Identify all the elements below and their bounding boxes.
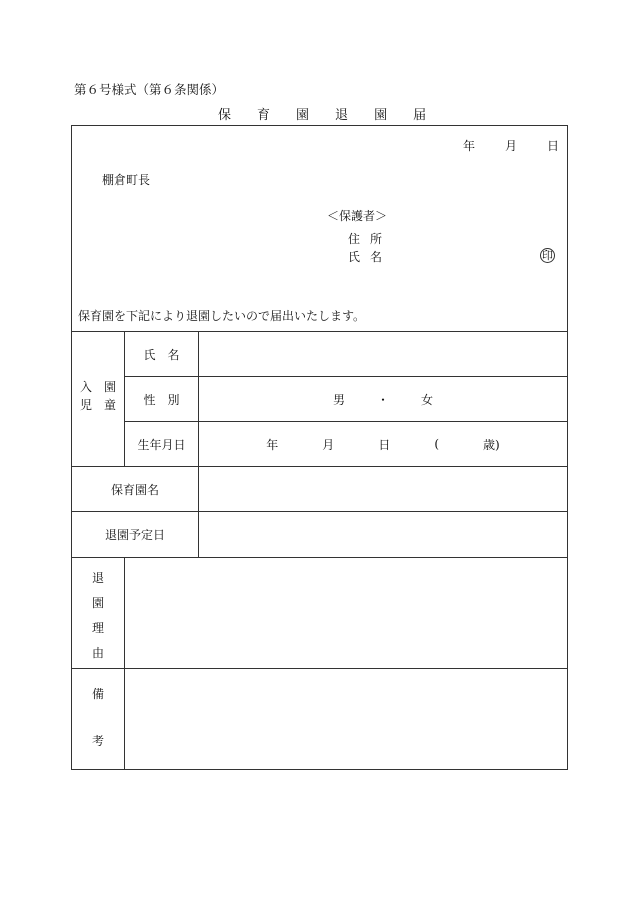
reason-field[interactable] [125, 558, 567, 668]
form-number: 第６号様式（第６条関係） [74, 82, 225, 97]
dob-age: 歳) [483, 437, 500, 452]
birthdate-field[interactable] [199, 422, 567, 466]
date-field[interactable] [433, 137, 559, 154]
enrolled-label-line: 入 園 [79, 380, 116, 394]
title-char: 保 [218, 108, 236, 123]
reason-label [72, 566, 124, 666]
gender-field[interactable] [199, 377, 567, 421]
title-char: 育 [257, 108, 275, 123]
gender-label: 性 別 [143, 392, 180, 407]
guardian-name-label: 氏名 [348, 250, 393, 264]
form-frame [71, 125, 568, 770]
dob-year: 年 [266, 437, 279, 452]
nursery-name-field[interactable] [199, 467, 567, 511]
gender-male-option[interactable]: 男 [332, 392, 345, 407]
title-char: 届 [413, 108, 431, 123]
title-char: 園 [374, 108, 392, 123]
reason-char: 園 [91, 596, 104, 610]
guardian-address-label: 住所 [348, 232, 393, 246]
dob-day: 日 [378, 437, 391, 452]
gender-separator: ・ [376, 392, 389, 407]
date-day: 日 [546, 139, 559, 153]
dob-month: 月 [322, 437, 335, 452]
form-title [218, 104, 452, 123]
nursery-name-label: 保育園名 [110, 482, 159, 497]
title-char: 退 [335, 108, 353, 123]
child-label-line: 児 童 [79, 398, 116, 412]
enrolled-child-label [72, 378, 124, 414]
reason-char: 由 [91, 646, 104, 660]
remarks-char: 考 [91, 734, 104, 748]
reason-char: 理 [91, 621, 104, 635]
child-name-label: 氏 名 [143, 347, 180, 362]
addressee: 棚倉町長 [102, 173, 151, 187]
seal-mark: 印 [542, 249, 553, 262]
birthdate-label: 生年月日 [137, 437, 186, 452]
guardian-heading: ＜保護者＞ [327, 209, 388, 223]
gender-female-option[interactable]: 女 [421, 392, 434, 407]
reason-char: 退 [91, 571, 104, 585]
remarks-field[interactable] [125, 669, 567, 769]
title-char: 園 [296, 108, 314, 123]
remarks-label [72, 682, 124, 754]
notice-text: 保育園を下記により退園したいので届出いたします。 [78, 309, 366, 323]
withdrawal-date-field[interactable] [199, 512, 567, 557]
date-month: 月 [504, 139, 517, 153]
remarks-char: 備 [91, 687, 104, 701]
dob-age-open: ( [434, 437, 440, 451]
date-year: 年 [462, 139, 475, 153]
child-name-field[interactable] [199, 332, 567, 376]
withdrawal-date-label: 退園予定日 [104, 528, 165, 542]
